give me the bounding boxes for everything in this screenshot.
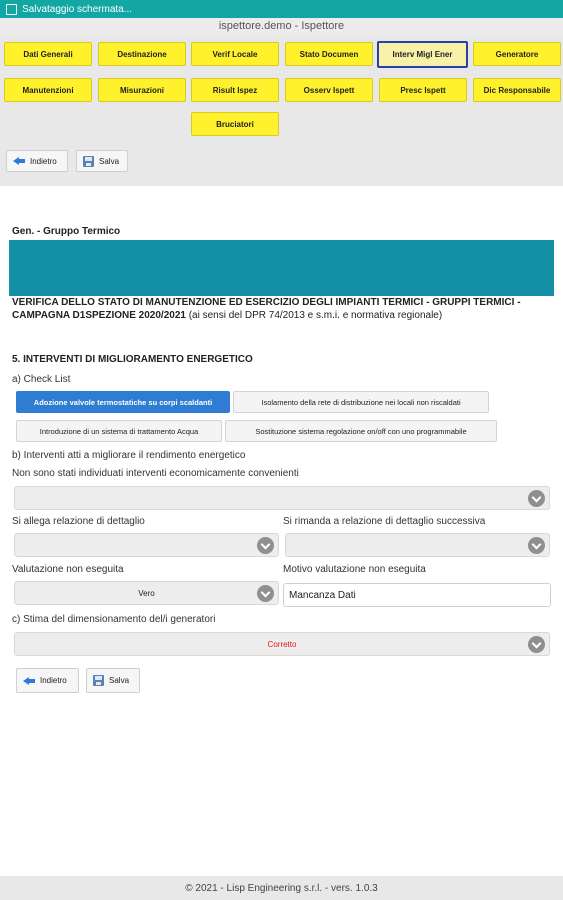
stima-label: c) Stima del dimensionamento del/i generatori (12, 614, 216, 625)
nav-generatore[interactable]: Generatore (473, 42, 561, 66)
checklist-option-valvole[interactable]: Adozione valvole termostatiche su corpi scaldanti (16, 391, 230, 413)
nav-misurazioni[interactable]: Misurazioni (98, 78, 186, 102)
nav-interv-migl-ener[interactable]: Interv Migl Ener (377, 41, 468, 68)
arrow-left-icon (13, 157, 25, 165)
arrow-left-icon (23, 677, 35, 685)
checklist-option-trattamento-acqua[interactable]: Introduzione di un sistema di trattamento Acqua (16, 420, 222, 442)
chevron-down-icon (528, 537, 545, 554)
app-title: ispettore.demo - Ispettore (218, 20, 345, 32)
header-banner (9, 240, 554, 296)
group-title: Gen. - Gruppo Termico (12, 226, 121, 237)
section-title: 5. INTERVENTI DI MIGLIORAMENTO ENERGETICO (12, 354, 253, 365)
valutazione-label: Valutazione non eseguita (12, 564, 124, 575)
stima-select[interactable]: Corretto (14, 632, 550, 656)
save-button-top[interactable]: Salva (76, 150, 128, 172)
checklist-option-regolazione[interactable]: Sostituzione sistema regolazione on/off con uno programmabile (225, 420, 497, 442)
nav-verif-locale[interactable]: Verif Locale (191, 42, 279, 66)
form-heading: VERIFICA DELLO STATO DI MANUTENZIONE ED ESERCIZIO DEGLI IMPIANTI TERMICI - GRUPPI TERMICI - CAMPAGNA D1SPEZIONE 2020/2021 (ai sensi del DPR 74/2013 e s.m.i. e normativa regionale) (12, 297, 521, 321)
allega-select[interactable] (14, 533, 279, 557)
screenshot-icon (6, 4, 17, 15)
valutazione-select[interactable]: Vero (14, 581, 279, 605)
chevron-down-icon (528, 490, 545, 507)
floppy-disk-icon (83, 156, 94, 167)
nav-risult-ispez[interactable]: Risult Ispez (191, 78, 279, 102)
nav-dati-generali[interactable]: Dati Generali (4, 42, 92, 66)
back-button-top[interactable]: Indietro (6, 150, 68, 172)
rimanda-label: Si rimanda a relazione di dettaglio successiva (283, 516, 486, 527)
motivo-label: Motivo valutazione non eseguita (283, 564, 426, 575)
nav-dic-responsabile[interactable]: Dic Responsabile (473, 78, 561, 102)
back-button-bottom[interactable]: Indietro (16, 668, 79, 693)
interventions-label: b) Interventi atti a migliorare il rendimento energetico (12, 450, 246, 461)
nav-osserv-ispett[interactable]: Osserv Ispett (285, 78, 373, 102)
footer: © 2021 - Lisp Engineering s.r.l. - vers. 1.0.3 (0, 876, 563, 900)
chevron-down-icon (257, 585, 274, 602)
chevron-down-icon (257, 537, 274, 554)
chevron-down-icon (528, 636, 545, 653)
top-nav (0, 36, 563, 186)
nav-destinazione[interactable]: Destinazione (98, 42, 186, 66)
nav-bruciatori[interactable]: Bruciatori (191, 112, 279, 136)
nav-presc-ispett[interactable]: Presc Ispett (379, 78, 467, 102)
status-bar (0, 0, 563, 18)
status-text: Salvataggio schermata... (22, 3, 133, 15)
checklist-label: a) Check List (12, 374, 71, 385)
floppy-disk-icon (93, 675, 104, 686)
no-interventions-select[interactable] (14, 486, 550, 510)
nav-stato-documen[interactable]: Stato Documen (285, 42, 373, 66)
main-content (0, 186, 563, 876)
no-interventions-label: Non sono stati individuati interventi economicamente convenienti (12, 468, 299, 479)
motivo-input[interactable]: Mancanza Dati (283, 583, 551, 607)
save-button-bottom[interactable]: Salva (86, 668, 140, 693)
rimanda-select[interactable] (285, 533, 550, 557)
allega-label: Si allega relazione di dettaglio (12, 516, 145, 527)
nav-manutenzioni[interactable]: Manutenzioni (4, 78, 92, 102)
checklist-option-isolamento[interactable]: Isolamento della rete di distribuzione nei locali non riscaldati (233, 391, 489, 413)
